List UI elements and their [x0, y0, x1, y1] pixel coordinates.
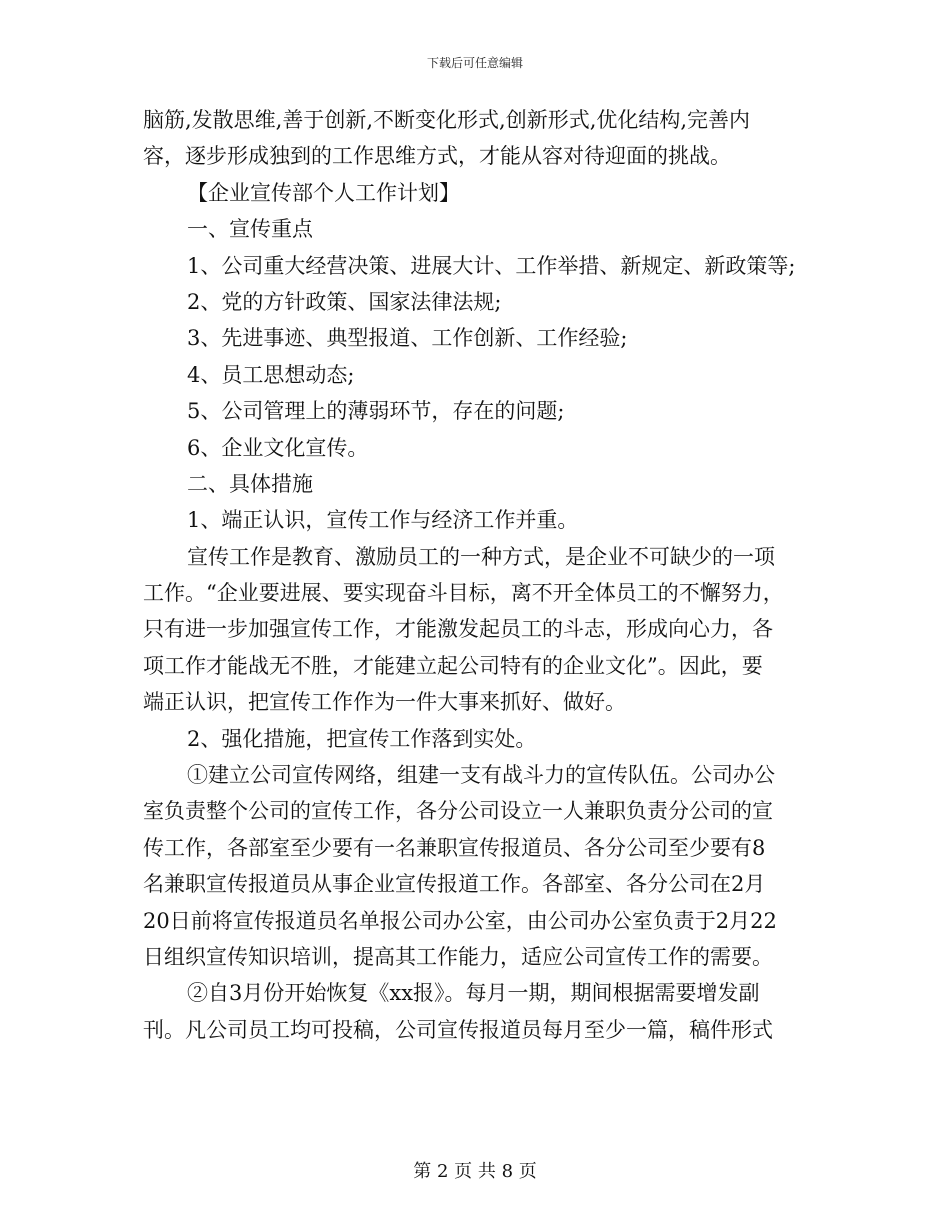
text-line: 2、党的方针政策、国家法律法规;	[187, 289, 502, 314]
text-line: 3、先进事迹、典型报道、工作创新、工作经验;	[187, 326, 628, 351]
text-line: 名兼职宣传报道员从事企业宣传报道工作。各部室、各分公司在2月	[143, 872, 766, 897]
page-footer: 第 2 页 共 8 页	[413, 1161, 537, 1182]
text-line: 传工作，各部室至少要有一名兼职宣传报道员、各分公司至少要有8	[143, 835, 766, 860]
text-line: 4、员工思想动态;	[187, 362, 355, 387]
text-line: 宣传工作是教育、激励员工的一种方式，是企业不可缺少的一项	[187, 544, 775, 569]
text-line: 1、公司重大经营决策、进展大计、工作举措、新规定、新政策等;	[187, 253, 796, 278]
text-line: 容，逐步形成独到的工作思维方式，才能从容对待迎面的挑战。	[143, 144, 731, 169]
text-line: 工作。“企业要进展、要实现奋斗目标，离不开全体员工的不懈努力，	[143, 581, 784, 606]
text-line: ①建立公司宣传网络，组建一支有战斗力的宣传队伍。公司办公	[187, 763, 775, 788]
document-body	[143, 102, 813, 1048]
text-line: 刊。凡公司员工均可投稿，公司宣传报道员每月至少一篇，稿件形式	[143, 1017, 773, 1042]
text-line: 端正认识，把宣传工作作为一件大事来抓好、做好。	[143, 690, 626, 715]
text-line: 脑筋,发散思维,善于创新,不断变化形式,创新形式,优化结构,完善内	[143, 108, 751, 132]
text-line: 只有进一步加强宣传工作，才能激发起员工的斗志，形成向心力，各	[143, 617, 773, 642]
text-line: 【企业宣传部个人工作计划】	[187, 180, 460, 205]
text-line: 5、公司管理上的薄弱环节，存在的问题;	[187, 399, 565, 424]
text-line: 项工作才能战无不胜，才能建立起公司特有的企业文化”。因此，要	[143, 653, 763, 678]
text-line: 日组织宣传知识培训，提高其工作能力，适应公司宣传工作的需要。	[143, 944, 773, 969]
text-line: ②自3月份开始恢复《xx报》。每月一期，期间根据需要增发副	[187, 981, 760, 1006]
text-line: 2、强化措施，把宣传工作落到实处。	[187, 726, 537, 751]
text-line: 6、企业文化宣传。	[187, 435, 369, 460]
text-line: 20日前将宣传报道员名单报公司办公室，由公司办公室负责于2月22	[143, 908, 777, 933]
page-header: 下载后可任意编辑	[426, 56, 523, 70]
text-line: 一、宣传重点	[187, 217, 313, 242]
text-line: 1、端正认识，宣传工作与经济工作并重。	[187, 508, 579, 533]
text-line: 二、具体措施	[187, 471, 313, 496]
text-line: 室负责整个公司的宣传工作，各分公司设立一人兼职负责分公司的宣	[143, 799, 773, 824]
